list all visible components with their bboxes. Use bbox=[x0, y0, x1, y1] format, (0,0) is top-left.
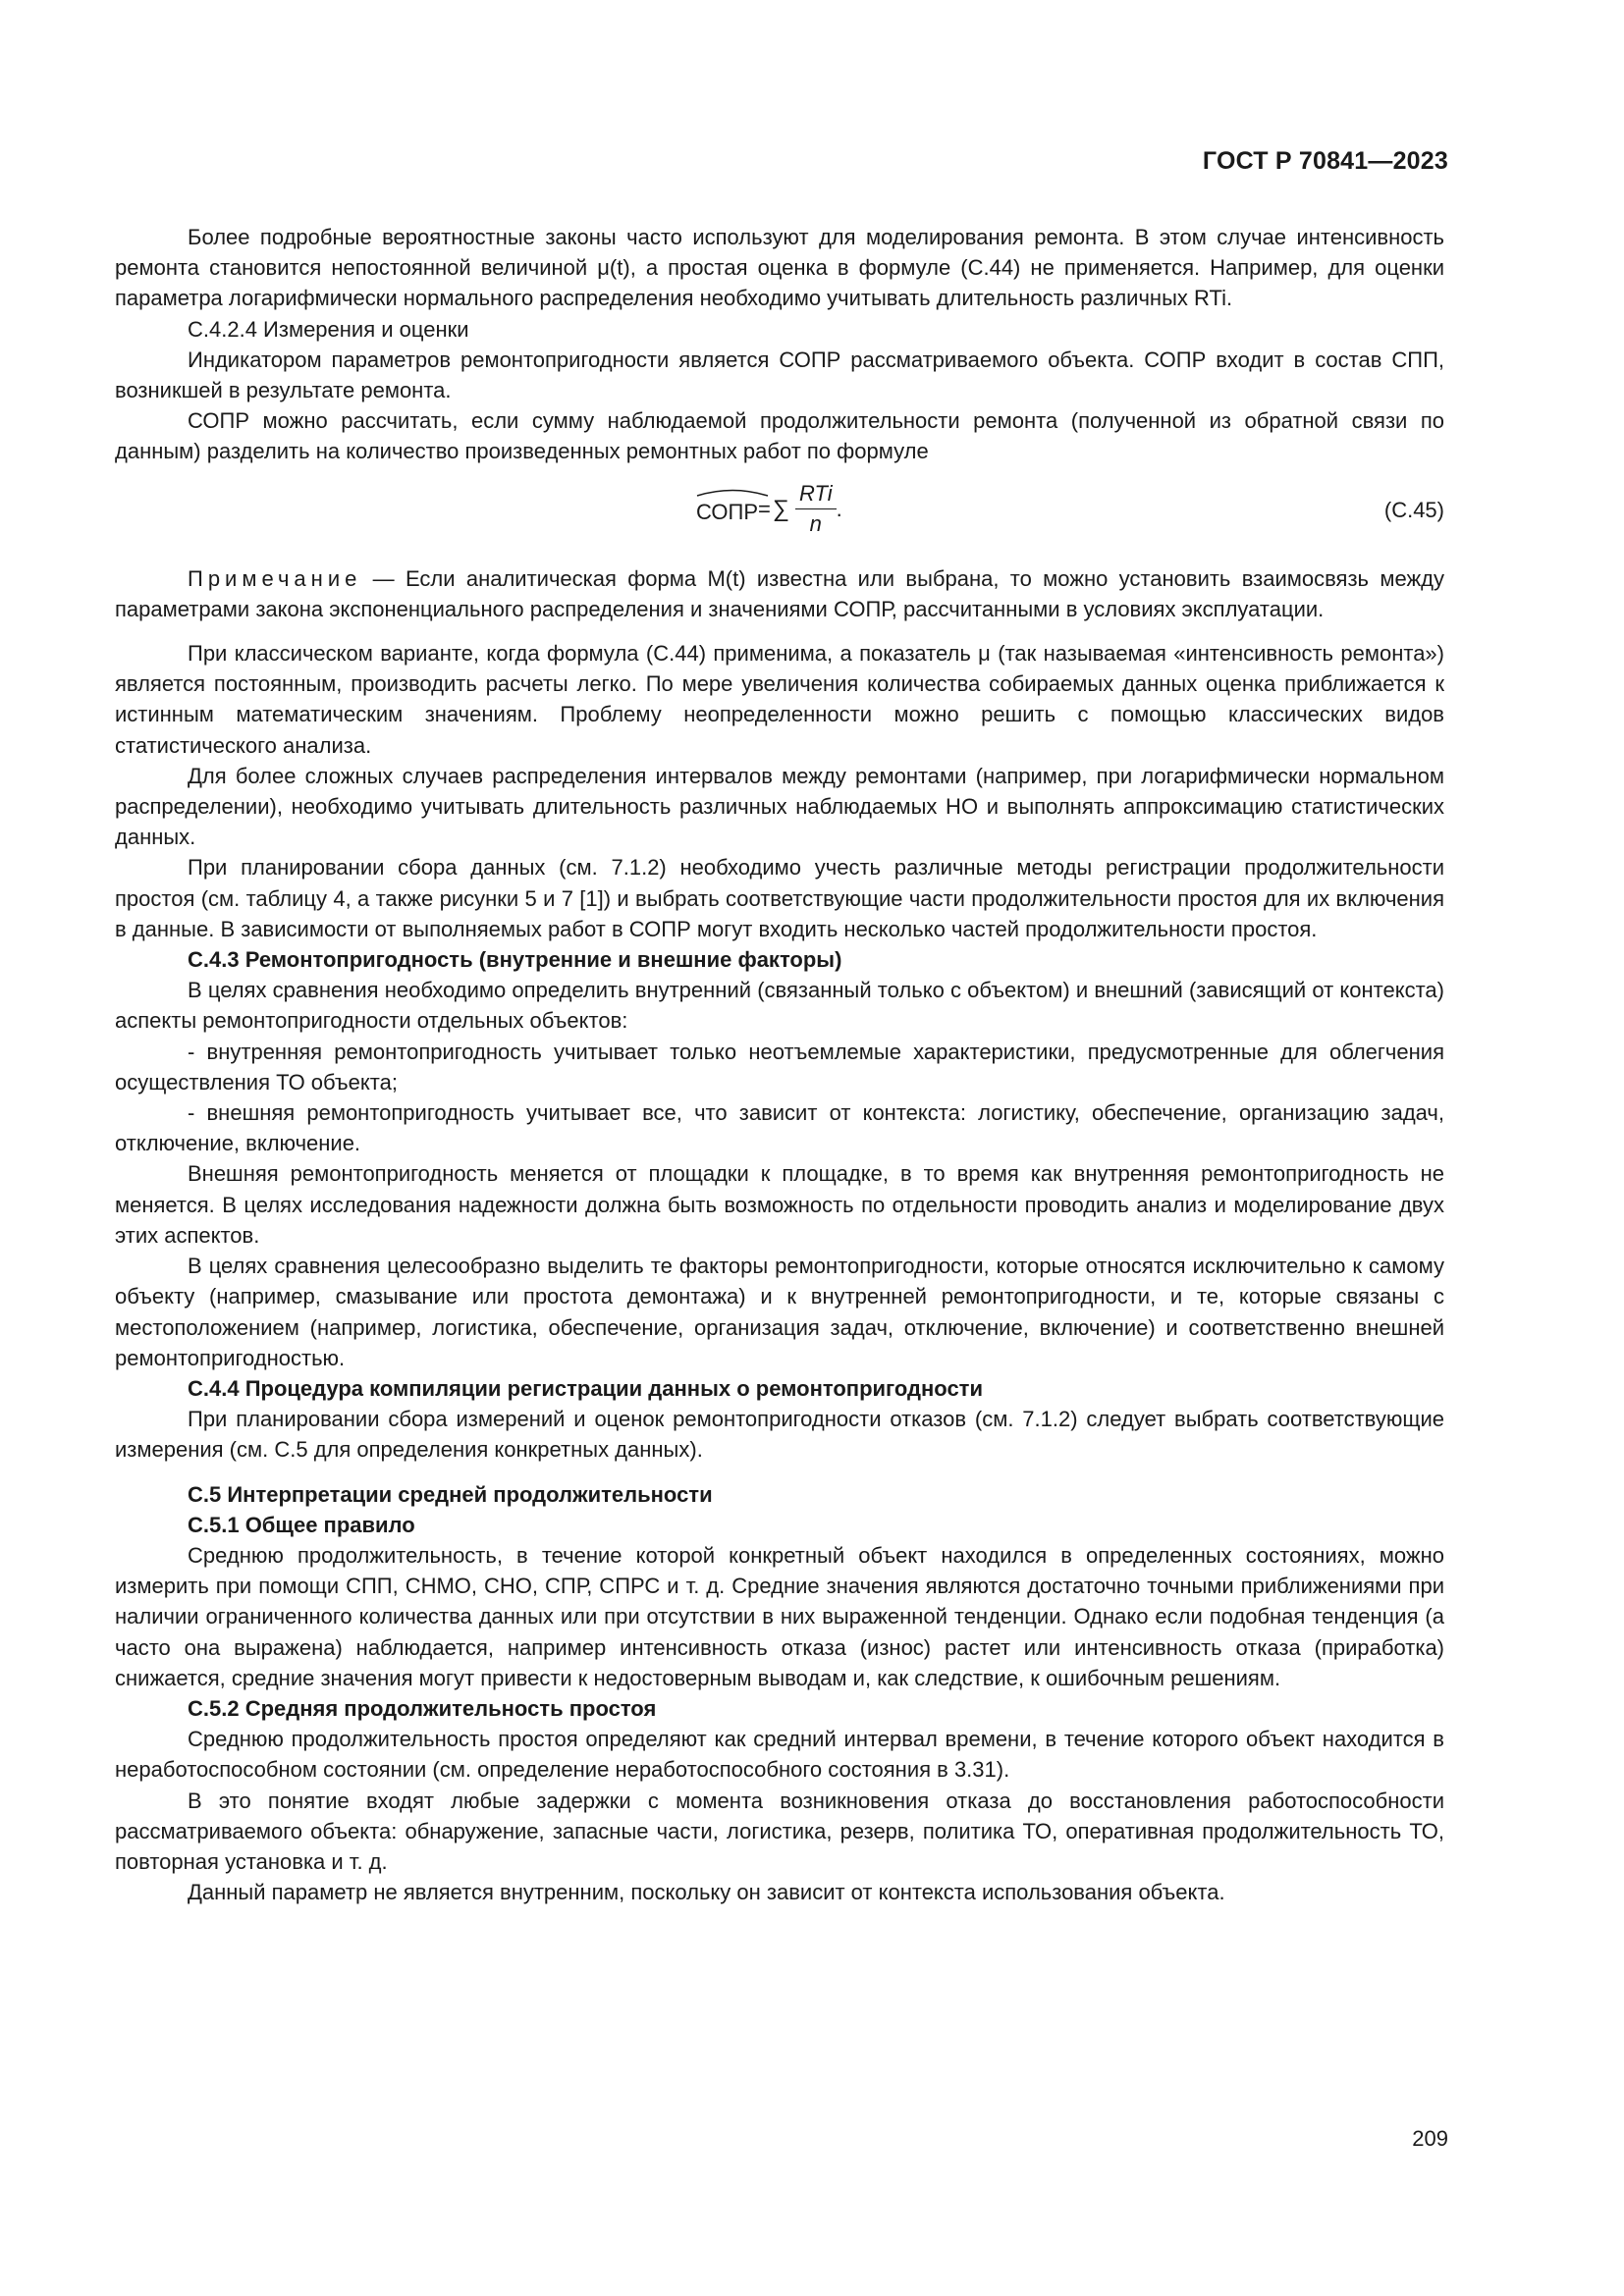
paragraph: В целях сравнения целесообразно выделить те факторы ремонтопригодности, которые относятся исключительно к самому объекту (например, смазывание или простота демонтажа) и к внутренней ремонтопригодности, и те, которые связаны с местоположением (например, логистика, обеспечение, организация задач, отключение, включение) и соответственно внешней ремонтопригодностью. bbox=[115, 1254, 1444, 1370]
document-code: ГОСТ Р 70841—2023 bbox=[1202, 147, 1448, 175]
formula-lhs bbox=[696, 491, 758, 527]
formula-fraction bbox=[795, 479, 837, 539]
paragraph: Внешняя ремонтопригодность меняется от площадки к площадке, в то время как внутренняя ремонтопригодность не меняется. В целях исследования надежности должна быть возможность по отдельности проводить анализ и моделирование двух этих аспектов. bbox=[115, 1161, 1444, 1248]
section-heading-c52: С.5.2 Средняя продолжительность простоя bbox=[188, 1695, 657, 1721]
paragraph: При планировании сбора измерений и оценок ремонтопригодности отказов (см. 7.1.2) следует выбрать соответствующие измерения (см. С.5 для определения конкретных данных). bbox=[115, 1407, 1444, 1463]
paragraph: В это понятие входят любые задержки с момента возникновения отказа до восстановления работоспособности рассматриваемого объекта: обнаружение, запасные части, логистика, резерв, политика ТО, оперативная продолжительность ТО, повторная установка и т. д. bbox=[115, 1788, 1444, 1874]
paragraph: СОПР можно рассчитать, если сумму наблюдаемой продолжительности ремонта (полученной из обратной связи по данным) разделить на количество произведенных ремонтных работ по формуле bbox=[115, 408, 1444, 464]
note-text: — Если аналитическая форма M(t) известна или выбрана, то можно установить взаимосвязь между параметрами закона экспоненциального распределения и значениями СОПР, рассчитанными в условиях эксплуатации. bbox=[115, 565, 1444, 621]
section-heading-c43: С.4.3 Ремонтопригодность (внутренние и внешние факторы) bbox=[188, 947, 842, 973]
paragraph: Данный параметр не является внутренним, поскольку он зависит от контекста использования объекта. bbox=[188, 1880, 1225, 1905]
paragraph: При планировании сбора данных (см. 7.1.2) необходимо учесть различные методы регистрации продолжительности простоя (см. таблицу 4, а также рисунки 5 и 7 [1]) и выбрать соответствующие части продолжительности простоя для их включения в данные. В зависимости от выполняемых работ в СОПР могут входить несколько частей продолжительности простоя. bbox=[115, 855, 1444, 941]
page-content bbox=[115, 222, 1444, 1907]
paragraph: Индикатором параметров ремонтопригодности является СОПР рассматриваемого объекта. СОПР входит в состав СПП, возникшей в результате ремонта. bbox=[115, 347, 1444, 403]
section-heading-c424: С.4.2.4 Измерения и оценки bbox=[188, 316, 469, 342]
section-heading-c44: С.4.4 Процедура компиляции регистрации данных о ремонтопригодности bbox=[188, 1375, 983, 1401]
formula-c45 bbox=[115, 473, 1444, 552]
list-item: - внешняя ремонтопригодность учитывает все, что зависит от контекста: логистику, обеспечение, организацию задач, отключение, включение. bbox=[115, 1100, 1444, 1156]
formula-number: (С.45) bbox=[1383, 497, 1444, 522]
section-heading-c51: С.5.1 Общее правило bbox=[188, 1512, 415, 1537]
note bbox=[115, 563, 1444, 624]
section-heading-c5: С.5 Интерпретации средней продолжительности bbox=[188, 1481, 713, 1507]
formula-sum: ∑ bbox=[772, 495, 789, 522]
paragraph: Среднюю продолжительность простоя определяют как средний интервал времени, в течение которого объект находится в неработоспособном состоянии (см. определение неработоспособного состояния в 3.31). bbox=[115, 1727, 1444, 1783]
formula-dot: . bbox=[836, 496, 842, 521]
formula-lhs-text: СОПР bbox=[696, 499, 759, 524]
list-item: - внутренняя ремонтопригодность учитывает только неотъемлемые характеристики, предусмотренные для облегчения осуществления ТО объекта; bbox=[115, 1039, 1444, 1095]
formula-numerator: RTi bbox=[795, 479, 837, 509]
paragraph: Среднюю продолжительность, в течение которой конкретный объект находился в определенных состояниях, можно измерить при помощи СПП, СНМО, СНО, СПР, СПРС и т. д. Средние значения являются достаточно точными приближениями при наличии ограниченного количества данных или при отсутствии в них выраженной тенденции. Однако если подобная тенденция (а часто она выражена) наблюдается, например интенсивность отказа (износ) растет или интенсивность отказа (приработка) снижается, средние значения могут привести к недостоверным выводам и, как следствие, к ошибочным решениям. bbox=[115, 1542, 1444, 1690]
note-label: Примечание bbox=[188, 565, 362, 591]
paragraph: Более подробные вероятностные законы часто используют для моделирования ремонта. В этом случае интенсивность ремонта становится непостоянной величиной μ(t), а простая оценка в формуле (С.44) не применяется. Например, для оценки параметра логарифмически нормального распределения необходимо учитывать длительность различных RTi. bbox=[115, 225, 1444, 311]
formula-body bbox=[696, 479, 842, 539]
paragraph: Для более сложных случаев распределения интервалов между ремонтами (например, при логарифмически нормальном распределении), необходимо учитывать длительность различных наблюдаемых НО и выполнять аппроксимацию статистических данных. bbox=[115, 763, 1444, 850]
formula-denominator: n bbox=[809, 510, 822, 536]
hat-accent-icon bbox=[696, 487, 769, 497]
formula-equals: = bbox=[758, 496, 771, 521]
page-number: 209 bbox=[1412, 2126, 1448, 2151]
paragraph: В целях сравнения необходимо определить внутренний (связанный только с объектом) и внешний (зависящий от контекста) аспекты ремонтопригодности отдельных объектов: bbox=[115, 978, 1444, 1034]
paragraph: При классическом варианте, когда формула (С.44) применима, а показатель μ (так называемая «интенсивность ремонта») является постоянным, производить расчеты легко. По мере увеличения количества собираемых данных оценка приближается к истинным математическим значениям. Проблему неопределенности можно решить с помощью классических видов статистического анализа. bbox=[115, 641, 1444, 758]
